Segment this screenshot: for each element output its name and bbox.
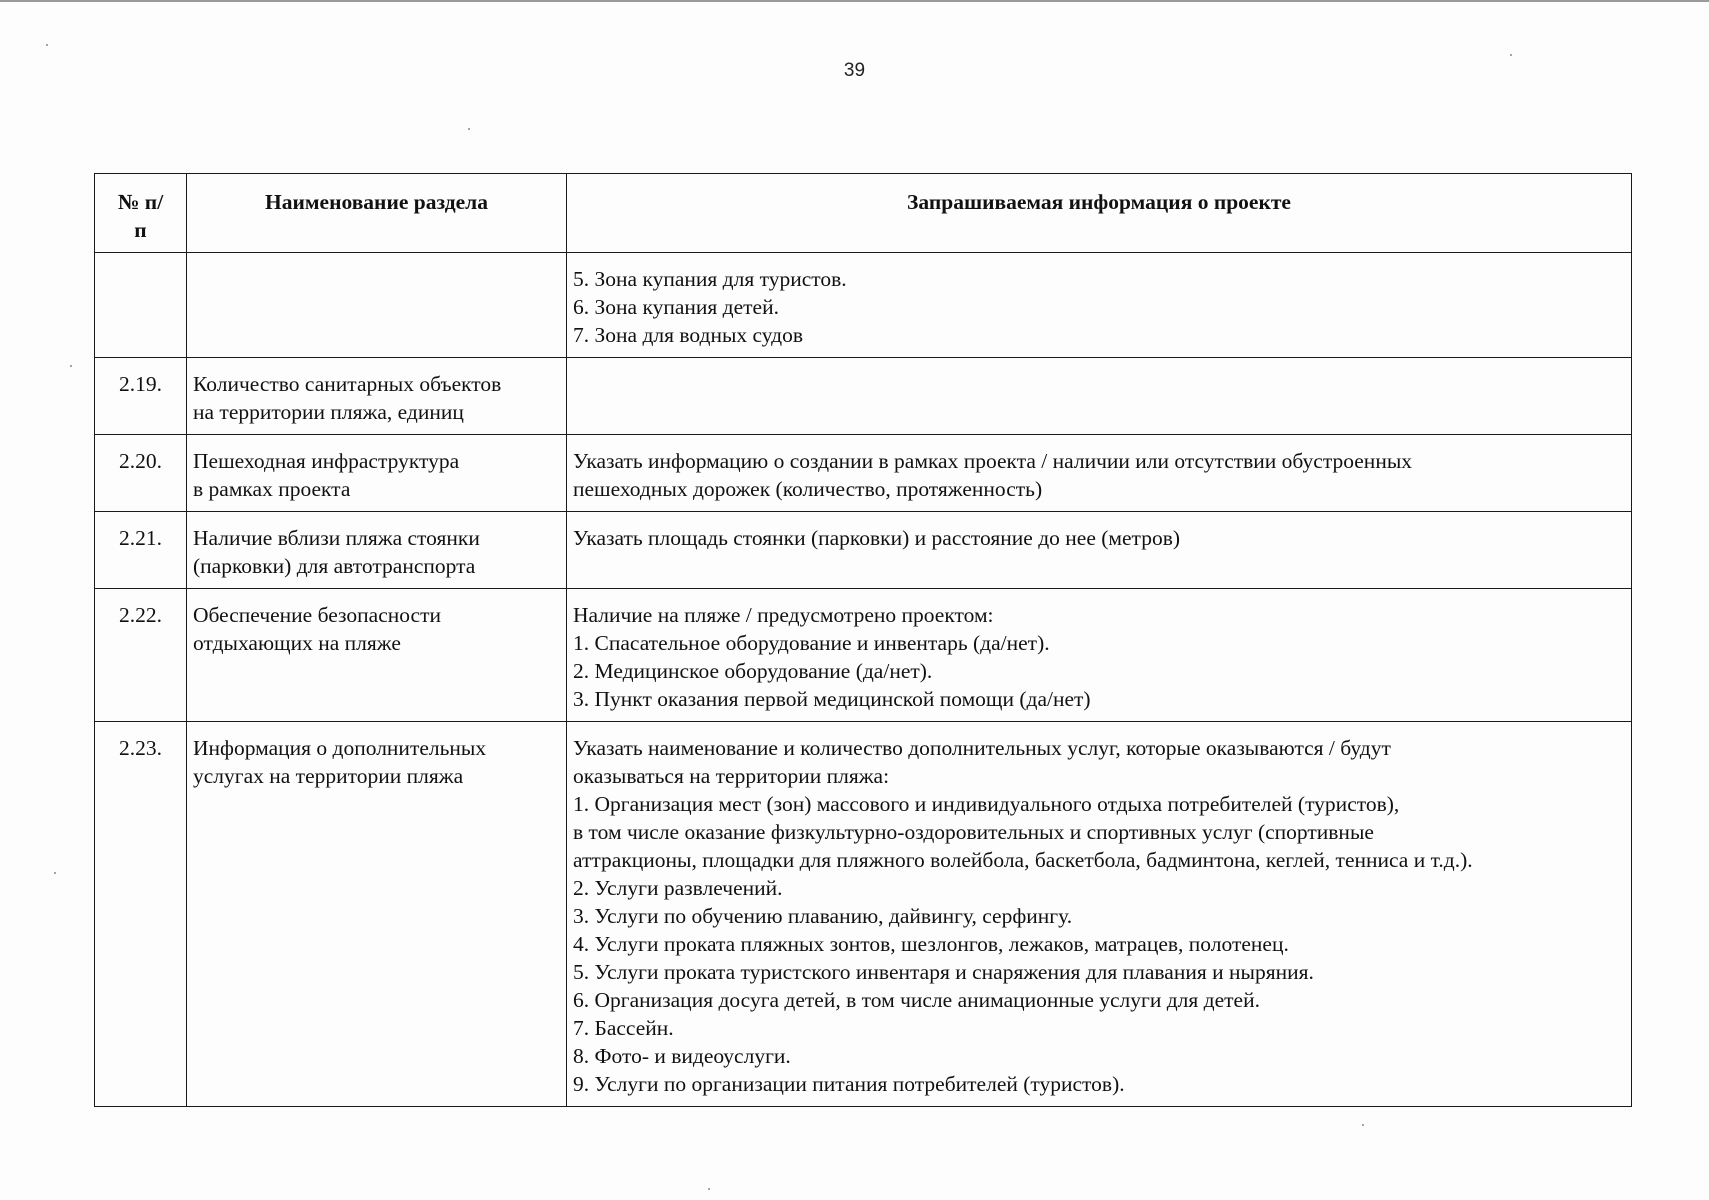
row-name — [187, 253, 567, 358]
row-name — [187, 435, 567, 512]
table-row — [95, 358, 1632, 435]
scan-speck — [46, 44, 48, 46]
header-num-text: № п/п — [117, 190, 164, 242]
table-header-row — [95, 174, 1632, 253]
info-line: 4. Услуги проката пляжных зонтов, шезлонгов, лежаков, матрацев, полотенец. — [573, 932, 1289, 956]
info-line: Наличие на пляже / предусмотрено проектом: — [573, 603, 994, 627]
row-info — [567, 512, 1632, 589]
name-line: отдыхающих на пляже — [193, 631, 401, 655]
table-row — [95, 589, 1632, 722]
scan-speck — [70, 365, 72, 367]
scan-speck — [1362, 1124, 1364, 1126]
table-row — [95, 435, 1632, 512]
row-info — [567, 435, 1632, 512]
info-line: 6. Зона купания детей. — [573, 295, 779, 319]
info-line: 1. Спасательное оборудование и инвентарь (да/нет). — [573, 631, 1050, 655]
info-line: 2. Медицинское оборудование (да/нет). — [573, 659, 933, 683]
scan-speck — [54, 872, 56, 874]
info-line: 2. Услуги развлечений. — [573, 876, 783, 900]
row-name — [187, 358, 567, 435]
info-line: 6. Организация досуга детей, в том числе анимационные услуги для детей. — [573, 988, 1260, 1012]
row-num: 2.20. — [95, 435, 187, 512]
row-info — [567, 722, 1632, 1107]
name-line: Количество санитарных объектов — [193, 372, 502, 396]
header-name: Наименование раздела — [187, 174, 567, 253]
info-line: 9. Услуги по организации питания потребителей (туристов). — [573, 1072, 1125, 1096]
page-number: 39 — [843, 60, 866, 81]
header-num — [95, 174, 187, 253]
name-line: на территории пляжа, единиц — [193, 400, 464, 424]
info-line: 7. Бассейн. — [573, 1016, 674, 1040]
scan-speck — [468, 128, 470, 130]
name-line: (парковки) для автотранспорта — [193, 554, 476, 578]
info-line: 3. Услуги по обучению плаванию, дайвингу, серфингу. — [573, 904, 1073, 928]
name-line: Наличие вблизи пляжа стоянки — [193, 526, 480, 550]
name-line: Информация о дополнительных — [193, 736, 487, 760]
info-line: 5. Услуги проката туристского инвентаря и снаряжения для плавания и ныряния. — [573, 960, 1314, 984]
info-line: 3. Пункт оказания первой медицинской помощи (да/нет) — [573, 687, 1091, 711]
requirements-table — [94, 173, 1632, 1107]
info-line: 8. Фото- и видеоуслуги. — [573, 1044, 791, 1068]
row-name — [187, 722, 567, 1107]
row-num: 2.21. — [95, 512, 187, 589]
info-line: Указать площадь стоянки (парковки) и расстояние до нее (метров) — [573, 526, 1181, 550]
row-num: 2.23. — [95, 722, 187, 1107]
name-line: в рамках проекта — [193, 477, 351, 501]
table-row — [95, 253, 1632, 358]
info-line: Указать наименование и количество дополнительных услуг, которые оказываются / будут — [573, 736, 1391, 760]
info-line: 5. Зона купания для туристов. — [573, 267, 847, 291]
info-line: Указать информацию о создании в рамках проекта / наличии или отсутствии обустроенных — [573, 449, 1413, 473]
info-line: 1. Организация мест (зон) массового и индивидуального отдыха потребителей (туристов), — [573, 792, 1400, 816]
scan-edge-line — [0, 0, 1709, 2]
row-num — [95, 253, 187, 358]
info-line: пешеходных дорожек (количество, протяженность) — [573, 477, 1043, 501]
row-num: 2.19. — [95, 358, 187, 435]
scan-speck — [1510, 54, 1512, 56]
name-line: Обеспечение безопасности — [193, 603, 442, 627]
table-row — [95, 722, 1632, 1107]
row-info — [567, 358, 1632, 435]
row-name — [187, 589, 567, 722]
scan-speck — [708, 1188, 710, 1190]
info-line: в том числе оказание физкультурно-оздоровительных и спортивных услуг (спортивные — [573, 820, 1374, 844]
row-num: 2.22. — [95, 589, 187, 722]
info-line: оказываться на территории пляжа: — [573, 764, 890, 788]
name-line: Пешеходная инфраструктура — [193, 449, 460, 473]
row-info — [567, 589, 1632, 722]
table-row — [95, 512, 1632, 589]
header-info: Запрашиваемая информация о проекте — [567, 174, 1632, 253]
info-line: 7. Зона для водных судов — [573, 323, 804, 347]
row-name — [187, 512, 567, 589]
info-line: аттракционы, площадки для пляжного волейбола, баскетбола, бадминтона, кеглей, тенниса и т.д.). — [573, 848, 1473, 872]
name-line: услугах на территории пляжа — [193, 764, 464, 788]
row-info — [567, 253, 1632, 358]
